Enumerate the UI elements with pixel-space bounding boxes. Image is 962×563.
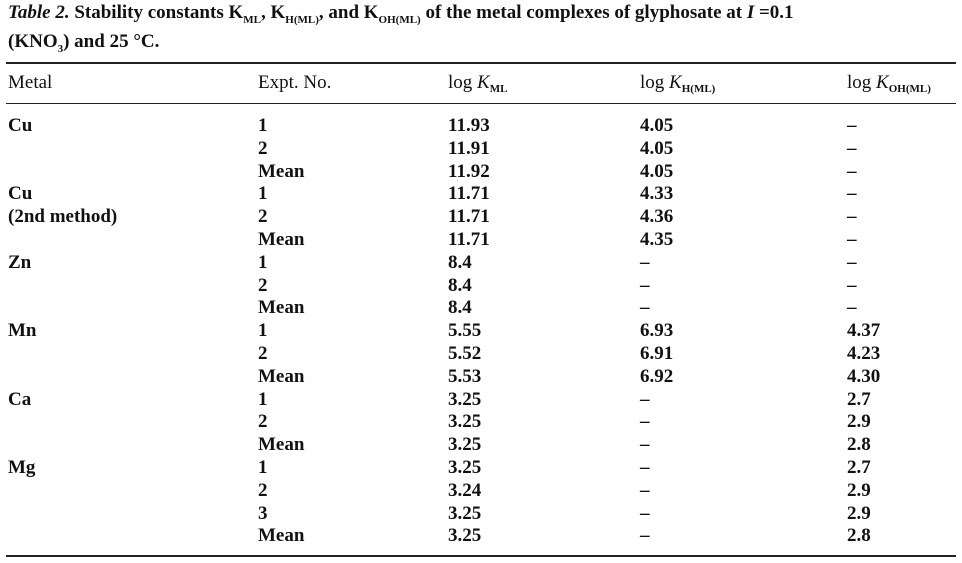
cell-metal: Ca xyxy=(8,388,32,410)
cell-expt: 1 xyxy=(258,251,268,273)
cell-k: 8.4 xyxy=(448,297,472,319)
cell-k: 3.25 xyxy=(448,434,482,456)
header-rule xyxy=(6,103,956,104)
table-row xyxy=(0,251,962,274)
cell-koh: 4.30 xyxy=(847,365,881,387)
cell-kh: 4.05 xyxy=(640,160,674,182)
cell-k: 5.55 xyxy=(448,320,482,342)
table-row xyxy=(0,319,962,342)
cell-koh: – xyxy=(847,229,857,250)
header-metal: Metal xyxy=(8,72,53,93)
cell-metal: Mg xyxy=(8,457,36,478)
table-row xyxy=(0,502,962,525)
cell-koh: – xyxy=(847,115,857,136)
cell-expt: Mean xyxy=(258,229,305,250)
cell-koh: – xyxy=(847,206,857,228)
cell-k: 3.25 xyxy=(448,411,482,433)
cell-expt: 2 xyxy=(258,479,268,501)
cell-k: 3.25 xyxy=(448,388,482,410)
caption-line2a: (KNO xyxy=(8,30,58,52)
cell-koh: 2.7 xyxy=(847,457,871,478)
cell-expt: 2 xyxy=(258,343,268,364)
caption-prefix: Table 2. xyxy=(8,2,70,23)
cell-koh: – xyxy=(847,251,857,273)
cell-expt: Mean xyxy=(258,297,305,319)
header-log-kml: $\log K_{ML}$ xyxy=(448,72,508,95)
cell-kh: – xyxy=(640,457,650,478)
cell-kh: – xyxy=(640,525,650,547)
cell-metal: Cu xyxy=(8,183,33,205)
table-row xyxy=(0,182,962,205)
cell-k: 3.25 xyxy=(448,525,482,547)
table-row xyxy=(0,365,962,388)
caption-sub-ohml: OH(ML) xyxy=(378,13,421,26)
cell-kh: – xyxy=(640,502,650,524)
cell-koh: 2.7 xyxy=(847,388,871,410)
caption-mid2: , and K xyxy=(318,2,379,23)
cell-expt: 1 xyxy=(258,457,268,478)
cell-k: 3.25 xyxy=(448,502,482,524)
table-row xyxy=(0,296,962,319)
cell-koh: – xyxy=(847,137,857,159)
caption-mid3: of the metal complexes of glyphosate at xyxy=(420,2,747,23)
header-log-kohml: $\log K_{OH(ML)}$ xyxy=(847,72,931,95)
cell-kh: 6.91 xyxy=(640,343,674,364)
caption-ionic-var: I xyxy=(746,2,755,23)
cell-expt: Mean xyxy=(258,160,305,182)
cell-k: 3.24 xyxy=(448,479,482,501)
cell-koh: 4.23 xyxy=(847,343,881,364)
cell-k: 8.4 xyxy=(448,274,472,296)
caption-sub-ml: ML xyxy=(243,13,261,26)
cell-expt: 1 xyxy=(258,183,268,205)
cell-kh: 6.92 xyxy=(640,365,674,387)
cell-expt: 2 xyxy=(258,411,268,433)
cell-k: 11.92 xyxy=(448,160,490,182)
cell-kh: – xyxy=(640,411,650,433)
table-row xyxy=(0,479,962,502)
table-row xyxy=(0,205,962,228)
table-row xyxy=(0,228,962,251)
cell-expt: Mean xyxy=(258,525,305,547)
cell-koh: 2.8 xyxy=(847,434,871,456)
caption-line2-sub: 3 xyxy=(57,42,64,55)
cell-kh: – xyxy=(640,434,650,456)
cell-expt: 1 xyxy=(258,388,268,410)
cell-kh: – xyxy=(640,251,650,273)
cell-kh: – xyxy=(640,274,650,296)
cell-metal: Zn xyxy=(8,251,32,273)
table-row xyxy=(0,114,962,137)
caption-sub-hml: H(ML) xyxy=(285,13,319,26)
header-log-khml: $\log K_{H(ML)}$ xyxy=(640,72,716,95)
cell-koh: 2.9 xyxy=(847,411,871,433)
header-expt: Expt. No. xyxy=(258,72,332,93)
cell-metal: Mn xyxy=(8,320,37,342)
cell-k: 8.4 xyxy=(448,251,472,273)
table-row xyxy=(0,274,962,297)
caption-mid1: , K xyxy=(260,2,286,23)
top-rule xyxy=(6,62,956,64)
cell-koh: – xyxy=(847,274,857,296)
cell-koh: – xyxy=(847,183,857,205)
cell-kh: 4.36 xyxy=(640,206,674,228)
cell-metal: (2nd method) xyxy=(8,206,118,228)
bottom-rule xyxy=(6,555,956,557)
cell-kh: 6.93 xyxy=(640,320,674,342)
cell-kh: 4.35 xyxy=(640,229,674,250)
cell-koh: 2.9 xyxy=(847,479,871,501)
table-row xyxy=(0,456,962,479)
cell-expt: 3 xyxy=(258,502,268,524)
cell-metal: Cu xyxy=(8,115,33,136)
table-row xyxy=(0,160,962,183)
cell-k: 11.71 xyxy=(448,183,490,205)
table-caption xyxy=(8,2,958,60)
cell-expt: 2 xyxy=(258,137,268,159)
table-row xyxy=(0,342,962,365)
cell-koh: 2.9 xyxy=(847,502,871,524)
cell-kh: – xyxy=(640,297,650,319)
cell-koh: 2.8 xyxy=(847,525,871,547)
cell-k: 5.52 xyxy=(448,343,482,364)
cell-expt: 1 xyxy=(258,115,268,136)
cell-k: 5.53 xyxy=(448,365,482,387)
cell-expt: Mean xyxy=(258,434,305,456)
caption-mid4: =0.1 xyxy=(754,2,794,23)
cell-expt: 2 xyxy=(258,274,268,296)
cell-kh: 4.05 xyxy=(640,137,674,159)
cell-koh: – xyxy=(847,160,857,182)
cell-kh: – xyxy=(640,479,650,501)
caption-line2b: ) and 25 °C. xyxy=(63,30,160,52)
cell-k: 3.25 xyxy=(448,457,482,478)
cell-k: 11.71 xyxy=(448,229,490,250)
cell-kh: 4.33 xyxy=(640,183,674,205)
cell-expt: 2 xyxy=(258,206,268,228)
cell-k: 11.93 xyxy=(448,115,490,136)
cell-k: 11.71 xyxy=(448,206,490,228)
cell-expt: Mean xyxy=(258,365,305,387)
table-row xyxy=(0,410,962,433)
table-row xyxy=(0,433,962,456)
cell-kh: – xyxy=(640,388,650,410)
table-row xyxy=(0,524,962,547)
cell-expt: 1 xyxy=(258,320,268,342)
cell-koh: – xyxy=(847,297,857,319)
table-row xyxy=(0,137,962,160)
cell-k: 11.91 xyxy=(448,137,490,159)
caption-text: Stability constants K xyxy=(74,2,244,23)
cell-koh: 4.37 xyxy=(847,320,881,342)
table-row xyxy=(0,388,962,411)
cell-kh: 4.05 xyxy=(640,115,674,136)
